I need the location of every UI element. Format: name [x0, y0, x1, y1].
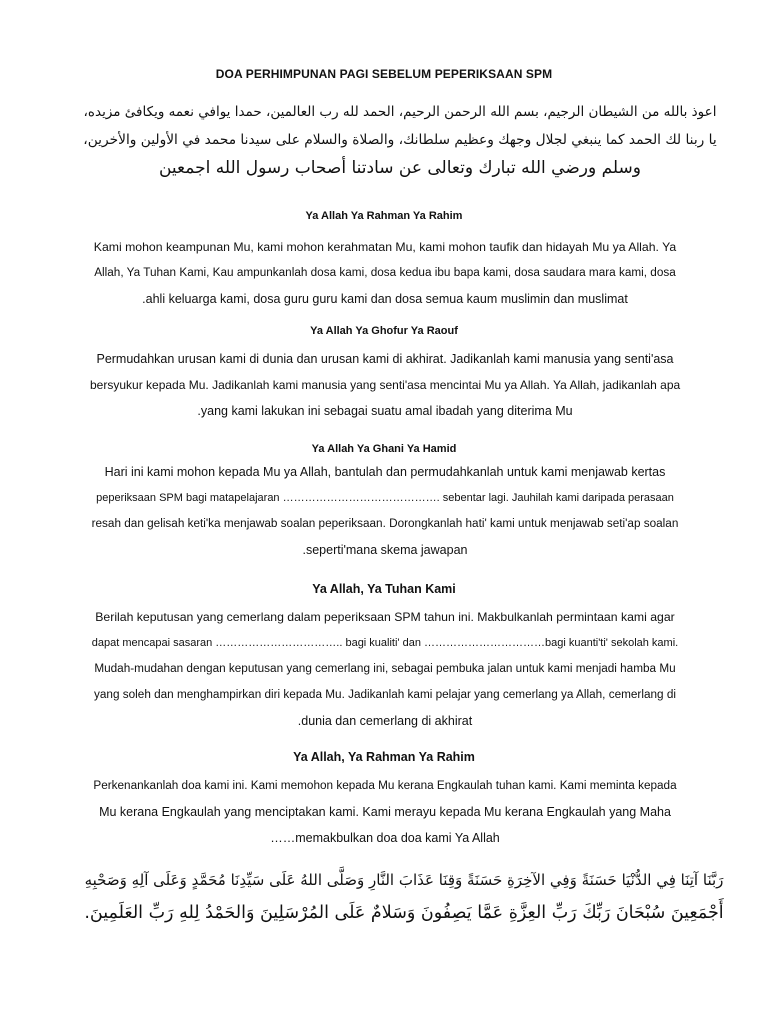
paragraph-line: .yang kami lakukan ini sebagai suatu amal ibadah yang diterima Mu	[197, 404, 573, 418]
section-heading: Ya Allah Ya Rahman Ya Rahim	[305, 210, 463, 222]
paragraph-line: bersyukur kepada Mu. Jadikanlah kami manusia yang senti'asa mencintai Mu ya Allah. Ya Allah, jadikanlah apa	[90, 378, 681, 392]
paragraph-line: Hari ini kami mohon kepada Mu ya Allah, bantulah dan permudahkanlah untuk kami menjawab kertas	[104, 465, 666, 479]
section-paragraph	[90, 234, 680, 312]
paragraph-line: .ahli keluarga kami, dosa guru guru kami dan dosa semua kaum muslimin dan muslimat	[142, 292, 628, 306]
arabic-closing-line: رَبَّنَا آتِنَا فِي الدُّنْيَا حَسَنَةً وَفِي الآخِرَةِ حَسَنَةً وَقِنَا عَذَابَ النَّارِ وَصَلَّى اللهُ عَلَى سَيِّدِنَا مُحَمَّدٍ وَعَلَى آلِهِ وَصَحْبِهِ	[84, 871, 724, 889]
paragraph-line: resah dan gelisah keti'ka menjawab soalan peperiksaan. Dorongkanlah hati' kami untuk menjawab seti'ap soalan	[91, 517, 679, 530]
section-heading: Ya Allah Ya Ghofur Ya Raouf	[310, 325, 458, 337]
paragraph-line: peperiksaan SPM bagi matapelajaran ……………………………………. sebentar lagi. Jauhilah kami daripada perasaan	[96, 492, 674, 504]
section-heading: Ya Allah, Ya Tuhan Kami	[312, 582, 456, 596]
arabic-opening-prayer	[80, 98, 720, 182]
paragraph-line: Mudah-mudahan dengan keputusan yang cemerlang ini, sebagai pembuka jalan untuk kami menjadi hamba Mu	[94, 662, 676, 675]
arabic-intro-line: اعوذ بالله من الشيطان الرجيم، بسم الله الرحمن الرحيم، الحمد لله رب العالمين، حمدا يوافي نعمه ويكافئ مزيده،	[83, 104, 717, 120]
paragraph-line: Kami mohon keampunan Mu, kami mohon kerahmatan Mu, kami mohon taufik dan hidayah Mu ya Allah. Ya	[93, 240, 677, 254]
section-paragraph	[90, 604, 680, 734]
paragraph-line: Mu kerana Engkaulah yang menciptakan kami. Kami merayu kepada Mu kerana Engkaulah yang Maha	[99, 805, 671, 819]
paragraph-line: ……memakbulkan doa doa kami Ya Allah	[270, 831, 500, 845]
document-title: DOA PERHIMPUNAN PAGI SEBELUM PEPERIKSAAN SPM	[215, 67, 553, 81]
section-paragraph	[90, 773, 680, 851]
arabic-intro-line: وسلم ورضي الله تبارك وتعالى عن سادتنا أصحاب رسول الله اجمعين	[158, 158, 642, 178]
arabic-intro-line: يا ربنا لك الحمد كما ينبغي لجلال وجهك وعظيم سلطانك، والصلاة والسلام على سيدنا محمد في الأولين والأخرين،	[83, 132, 717, 148]
paragraph-line: Permudahkan urusan kami di dunia dan urusan kami di akhirat. Jadikanlah kami manusia yang senti'asa	[96, 352, 674, 366]
paragraph-line: Allah, Ya Tuhan Kami, Kau ampunkanlah dosa kami, dosa kedua ibu bapa kami, dosa saudara mara kami, dosa	[94, 266, 676, 279]
paragraph-line: .dunia dan cemerlang di akhirat	[297, 714, 473, 728]
section-heading: Ya Allah, Ya Rahman Ya Rahim	[293, 750, 475, 764]
section-paragraph	[90, 346, 680, 424]
paragraph-line: Perkenankanlah doa kami ini. Kami memohon kepada Mu kerana Engkaulah tuhan kami. Kami meminta kepada	[93, 779, 677, 792]
paragraph-line: yang soleh dan menghampirkan diri kepada Mu. Jadikanlah kami pelajar yang cemerlang ya Allah, cemerlang di	[94, 688, 676, 701]
paragraph-line: Berilah keputusan yang cemerlang dalam peperiksaan SPM tahun ini. Makbulkanlah permintaan kami agar	[95, 610, 675, 624]
paragraph-line: .seperti'mana skema jawapan	[302, 543, 468, 557]
arabic-closing-prayer	[84, 864, 724, 930]
section-paragraph	[90, 459, 680, 563]
paragraph-line: dapat mencapai sasaran …………………………….. bagi kualiti' dan ……………………………bagi kuanti'ti' sekolah kami.	[91, 637, 679, 649]
section-heading: Ya Allah Ya Ghani Ya Hamid	[311, 443, 457, 455]
arabic-closing-line: أَجْمَعِينَ سُبْحَانَ رَبِّكَ رَبِّ العِزَّةِ عَمَّا يَصِفُونَ وَسَلامٌ عَلَى المُرْسَلِينَ وَالحَمْدُ لِلهِ رَبِّ العَلَمِينَ.	[84, 903, 724, 923]
